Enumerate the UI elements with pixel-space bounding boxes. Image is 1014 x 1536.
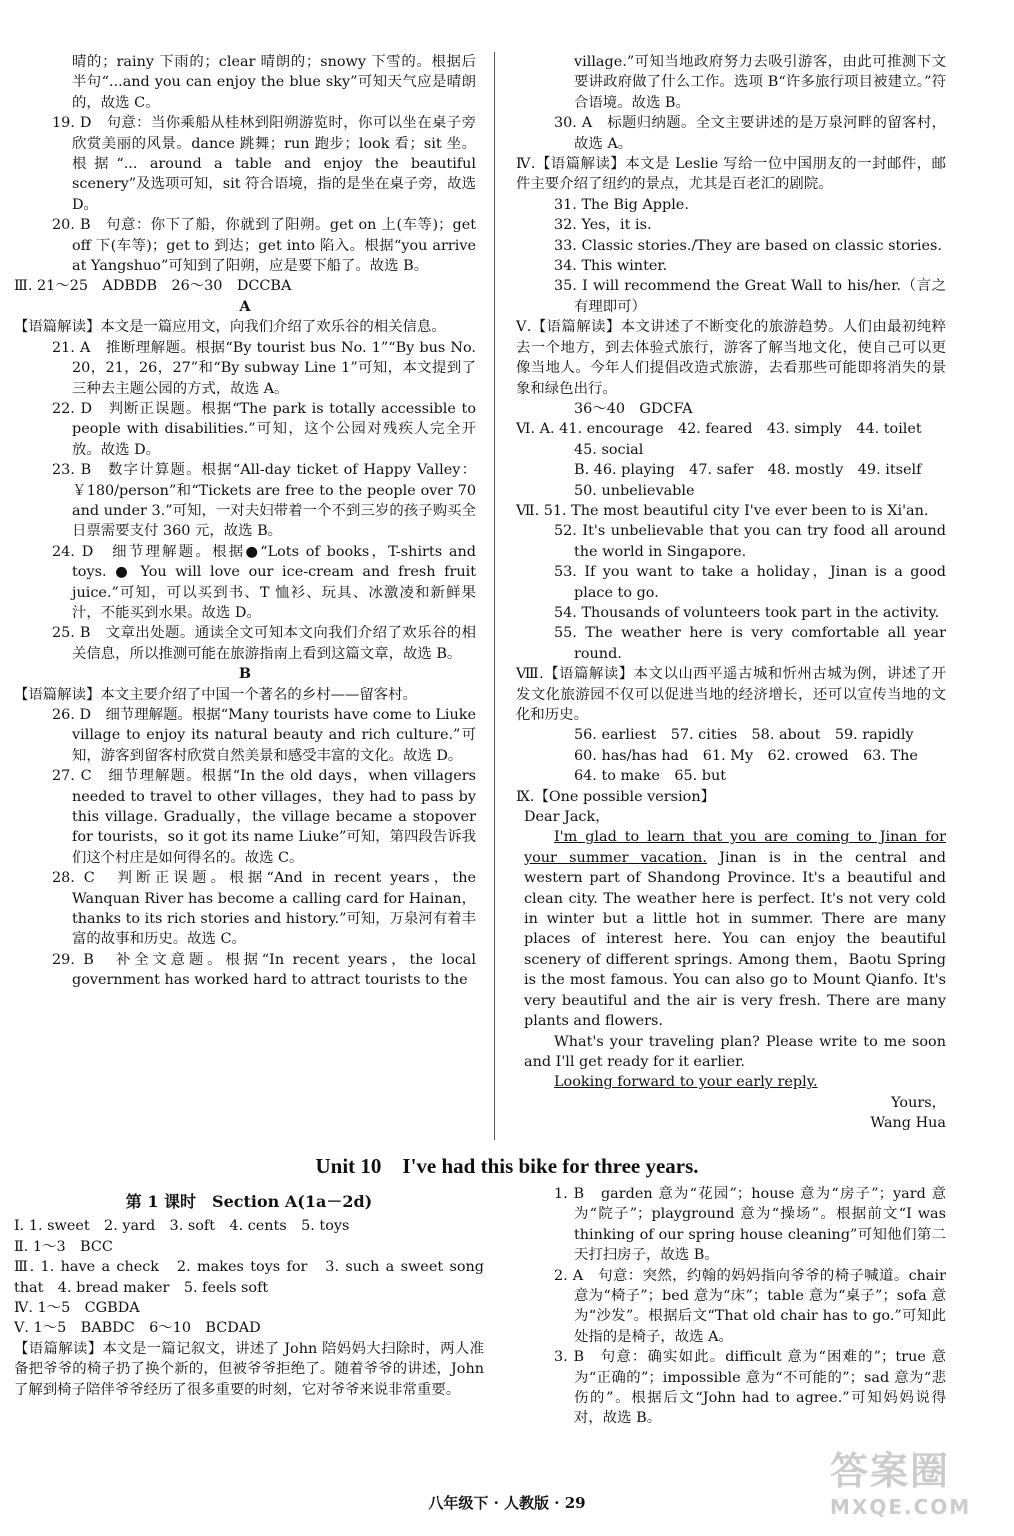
answer-paragraph: 21. A 推断理解题。根据“By tourist bus No. 1”“By bus No. 20，21，26，27”和“By subway Line 1”可知，本文提到了三种去主题公园的方式，故选 A。: [52, 339, 476, 397]
left-column: [14, 52, 476, 991]
lesson-explanations: [516, 1184, 946, 1429]
unit-title: Unit 10 I've had this bike for three years.: [315, 1154, 699, 1178]
answer-paragraph: Ⅷ.【语篇解读】本文以山西平遥古城和忻州古城为例，讲述了开发文化旅游园不仅可以促进当地的经济增长，还可以宣传当地的文化和历史。: [516, 666, 946, 723]
answer-paragraph: 60. has/has had 61. My 62. crowed 63. The: [574, 747, 918, 764]
answer-paragraph: 56. earliest 57. cities 58. about 59. rapidly: [574, 727, 914, 744]
right-column-items: [516, 52, 946, 807]
answer-paragraph: 55. The weather here is very comfortable all year round.: [554, 625, 946, 662]
answer-paragraph: 34. This winter.: [554, 258, 668, 275]
answer-paragraph: Ⅸ.【One possible version】: [516, 788, 715, 805]
answer-paragraph: B: [238, 665, 252, 683]
lesson-title: 第 1 课时 Section A(1a－2d): [125, 1192, 373, 1211]
answer-paragraph: 64. to make 65. but: [574, 768, 727, 785]
answer-paragraph: 24. D 细节理解题。根据●“Lots of books，T-shirts and toys. ● You will love our ice-cream and fresh fruit juice.”可知，可以买到书、T 恤衫、玩具、冰激凌和新鲜果汁，不能买到水果。故选 D。: [52, 543, 476, 621]
letter-underlined-closing: Looking forward to your early reply.: [554, 1074, 818, 1091]
answer-paragraph: Ⅶ. 51. The most beautiful city I've ever been to is Xi'an.: [516, 502, 929, 519]
answer-paragraph: 19. D 句意：当你乘船从桂林到阳朔游览时，你可以坐在桌子旁欣赏美丽的风景。dance 跳舞；run 跑步；look 看；sit 坐。根据“... around a table and enjoy the beautiful scenery”及选项可知，sit 符合语境，指的是坐在桌子旁，故选 D。: [52, 115, 476, 213]
page-footer: 八年级下 · 人教版 · 29: [428, 1494, 586, 1512]
right-column: [516, 52, 946, 1134]
answer-paragraph: 25. B 文章出处题。通读全文可知本文向我们介绍了欢乐谷的相关信息，所以推测可能在旅游指南上看到这篇文章，故选 B。: [52, 625, 476, 662]
answer-paragraph: 36～40 GDCFA: [574, 400, 693, 417]
answer-paragraph: 22. D 判断正误题。根据“The park is totally accessible to people with disabilities.”可知，这个公园对残疾人完全开放。故选 D。: [52, 400, 476, 458]
lesson-answer: Ⅴ. 1～5 BABDC 6～10 BCDAD: [14, 1320, 261, 1337]
lesson-answer: Ⅰ. 1. sweet 2. yard 3. soft 4. cents 5. toys: [14, 1218, 350, 1235]
answer-paragraph: B. 46. playing 47. safer 48. mostly 49. itself: [574, 462, 922, 479]
answer-paragraph: Ⅴ.【语篇解读】本文讲述了不断变化的旅游趋势。人们由最初纯粹去一个地方，到去体验式旅行，游客了解当地文化，使自己可以更像当地人。今年人们提倡改造式旅游，去看那些可能即将消失的景象和绿色出行。: [516, 319, 946, 397]
lesson-items: [14, 1216, 484, 1400]
column-divider: [494, 52, 495, 1140]
lesson-answer: Ⅳ. 1～5 CGBDA: [14, 1300, 140, 1317]
answer-paragraph: Ⅳ.【语篇解读】本文是 Leslie 写给一位中国朋友的一封邮件，邮件主要介绍了纽约的景点，尤其是百老汇的剧院。: [516, 156, 946, 193]
letter-paragraph-1: [524, 827, 946, 1031]
answer-paragraph: Ⅲ. 21～25 ADBDB 26～30 DCCBA: [14, 278, 292, 295]
lesson-explanation: 2. A 句意：突然，约翰的妈妈指向爷爷的椅子喊道。chair 意为“椅子”；bed 意为“床”；table 意为“桌子”；sofa 意为“沙发”。根据后文“That old chair has to go.”可知此处指的是椅子，故选 A。: [554, 1267, 946, 1345]
answer-paragraph: 29. B 补全文意题。根据“In recent years，the local government has worked hard to attract tourists to the: [52, 951, 476, 989]
answer-paragraph: 53. If you want to take a holiday，Jinan is a good place to go.: [554, 564, 946, 601]
answer-paragraph: 33. Classic stories./They are based on classic stories.: [554, 237, 942, 254]
lesson-section: [14, 1192, 484, 1400]
lesson-answer: Ⅱ. 1～3 BCC: [14, 1238, 113, 1255]
answer-paragraph: 45. social: [574, 441, 644, 458]
answer-paragraph: 32. Yes，it is.: [554, 217, 652, 234]
answer-paragraph: 26. D 细节理解题。根据“Many tourists have come to Liuke village to enjoy its natural beauty and rich culture.”可知，游客到留客村欣赏自然美景和感受丰富的文化。故选 D。: [52, 707, 476, 764]
answer-paragraph: village.”可知当地政府努力去吸引游客，由此可推测下文要讲政府做了什么工作。选项 B“许多旅行项目被建立。”符合语境。故选 B。: [574, 54, 946, 111]
letter-underlined-opening: I'm glad to learn that you are coming to Jinan for your summer vacation.: [524, 829, 946, 866]
answer-paragraph: 54. Thousands of volunteers took part in the activity.: [554, 604, 940, 621]
answer-paragraph: Ⅵ. A. 41. encourage 42. feared 43. simply 44. toilet: [516, 421, 922, 438]
answer-paragraph: 30. A 标题归纳题。全文主要讲述的是万泉河畔的留客村，故选 A。: [554, 115, 946, 152]
answer-paragraph: 35. I will recommend the Great Wall to his/her.（言之有理即可）: [554, 278, 946, 315]
answer-paragraph: 52. It's unbelievable that you can try food all around the world in Singapore.: [554, 523, 946, 560]
answer-paragraph: 28. C 判断正误题。根据“And in recent years，the Wanquan River has become a calling card for Hainan，thanks to its rich stories and history.”可知，万泉河有着丰富的故事和历史。故选 C。: [52, 870, 476, 948]
answer-paragraph: 23. B 数字计算题。根据“All-day ticket of Happy Valley：￥180/person”和“Tickets are free to the people over 70 and under 3.”可知，一对夫妇带着一个不到三岁的孩子购买全日票需要支付 360 元，故选 B。: [52, 462, 476, 540]
answer-paragraph: 27. C 细节理解题。根据“In the old days，when villagers needed to travel to other villages，they had to pass by this village. Gradually，the village became a stopover for tourists，so it got its name Liuke”可知，第四段告诉我们这个村庄是如何得名的。故选 C。: [52, 768, 476, 866]
letter-paragraph-3: [524, 1072, 946, 1092]
watermark-bottom: MXQE.COM: [830, 1495, 972, 1519]
answer-paragraph: 【语篇解读】本文主要介绍了中国一个著名的乡村——留客村。: [14, 686, 417, 703]
answer-paragraph: 晴的；rainy 下雨的；clear 晴朗的；snowy 下雪的。根据后半句“...and you can enjoy the blue sky”可知天气应是晴朗的，故选 C。: [72, 54, 476, 111]
answer-paragraph: A: [239, 297, 251, 315]
letter-body: Jinan is in the central and western part of Shandong Province. It's a beautiful and clean city. The weather here is perfect. It's not very cold in winter but a little hot in summer. There are many places of interest here. You can enjoy the beautiful scenery of different springs. Among them，Baotu Spring is the most famous. You can also go to Mount Qianfo. It's very beautiful and the air is very fresh. There are many plants and flowers.: [524, 849, 947, 1030]
watermark-top: 答案圈: [830, 1449, 951, 1493]
lesson-answer: Ⅲ. 1. have a check 2. makes toys for 3. such a sweet song that 4. bread maker 5. feels soft: [14, 1259, 484, 1296]
model-letter: [516, 807, 946, 1134]
answer-paragraph: 31. The Big Apple.: [554, 196, 689, 213]
answer-paragraph: 20. B 句意：你下了船，你就到了阳朔。get on 上(车等)；get off 下(车等)；get to 到达；get into 陷入。根据“you arrive at Yangshuo”可知到了阳朔，应是要下船了。故选 B。: [52, 217, 476, 275]
answer-paragraph: 50. unbelievable: [574, 482, 695, 499]
letter-signature: Wang Hua: [870, 1115, 946, 1132]
answer-paragraph: 【语篇解读】本文是一篇应用文，向我们介绍了欢乐谷的相关信息。: [14, 319, 446, 336]
watermark-logo: [830, 1440, 1000, 1530]
lesson-explanation: 1. B garden 意为“花园”；house 意为“房子”；yard 意为“院子”；playground 意为“操场”。根据前文“I was thinking of our spring house cleaning”可知他们第二天打扫房子，故选 B。: [554, 1186, 946, 1264]
letter-paragraph-2: What's your traveling plan? Please write to me soon and I'll get ready for it earlier.: [524, 1033, 946, 1070]
letter-closing: Yours，: [891, 1094, 946, 1111]
lesson-explanation: 3. B 句意：确实如此。difficult 意为“困难的”；true 意为“正确的”；impossible 意为“不可能的”；sad 意为“悲伤的”。根据后文“John had to agree.”可知妈妈说得对，故选 B。: [554, 1349, 946, 1427]
lesson-answer: 【语篇解读】本文是一篇记叙文，讲述了 John 陪妈妈大扫除时，两人准备把爷爷的椅子扔了换个新的，但被爷爷拒绝了。随着爷爷的讲述，John 了解到椅子陪伴爷爷经历了很多重要的时刻，它对爷爷来说非常重要。: [14, 1340, 484, 1398]
letter-greeting: Dear Jack，: [524, 809, 610, 826]
